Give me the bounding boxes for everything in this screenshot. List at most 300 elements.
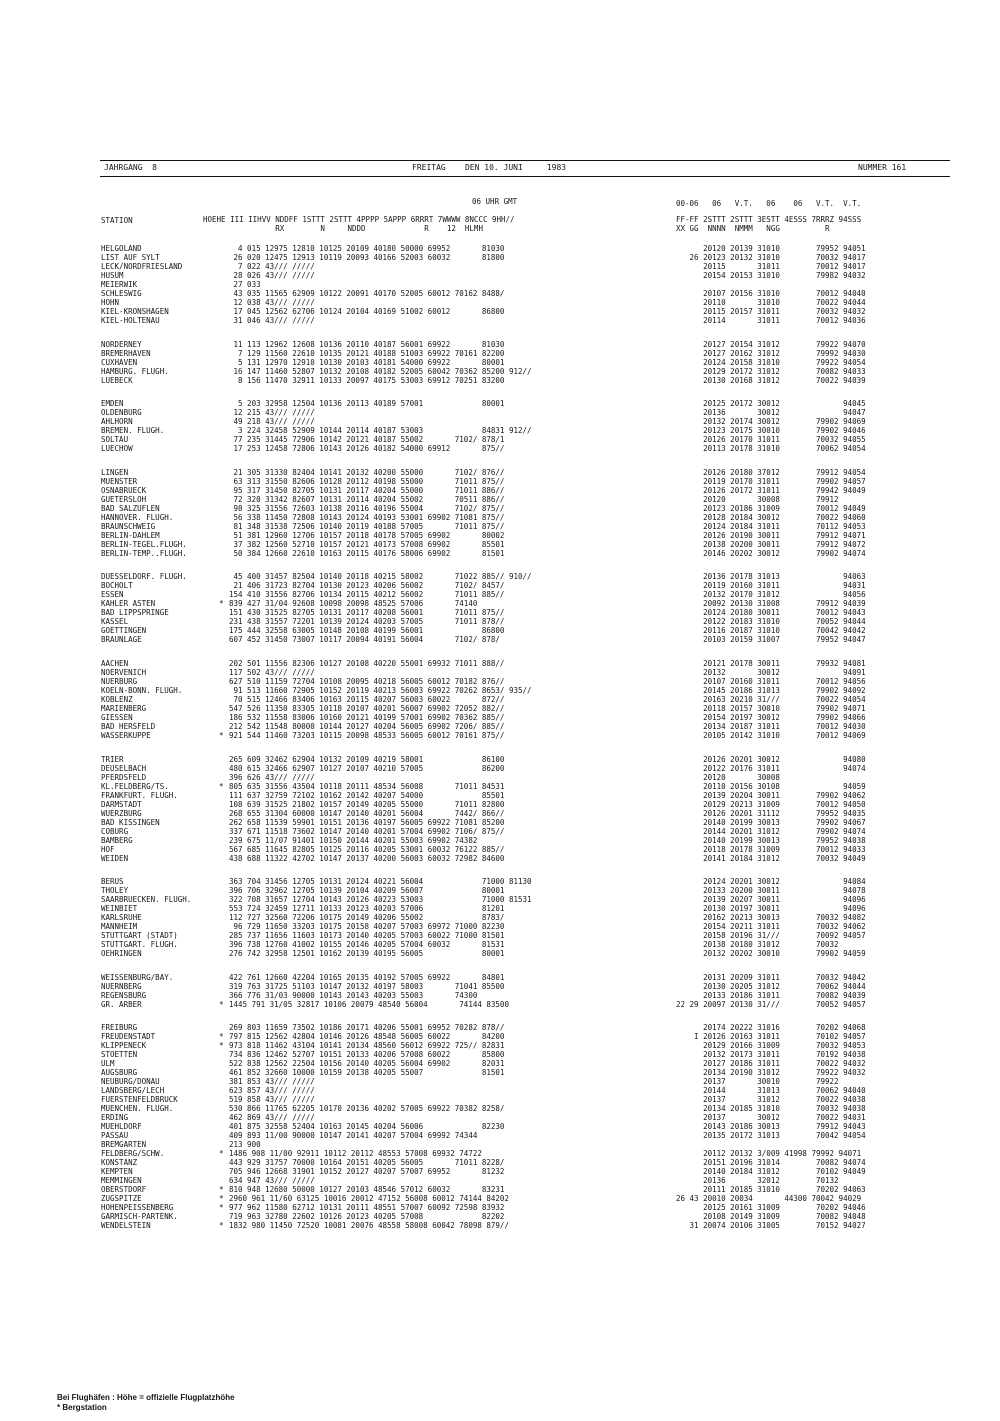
- supplementary-row: 20127 20186 31011 70022 94032: [676, 1059, 866, 1069]
- observation-codes: 366 776 31/03 90000 10143 20143 40203 55003 74300: [229, 990, 478, 1000]
- header-rule-bottom: [100, 176, 950, 177]
- supplementary-row: 20123 20175 30010 79902 94046: [676, 426, 866, 436]
- station-name: THOLEY: [101, 886, 129, 896]
- station-name: DARMSTADT: [101, 799, 142, 809]
- supplementary-row: 20129 20213 31009 70012 94050: [676, 799, 866, 809]
- observation-codes: 112 727 32560 72206 10175 20149 40206 55002 8783/: [229, 913, 505, 923]
- table-row: [101, 1122, 656, 1131]
- observation-codes: 839 427 31/04 92608 10098 20098 48525 57006 74140: [229, 599, 478, 609]
- station-name: FREIBURG: [101, 1023, 138, 1033]
- table-row: [101, 836, 656, 845]
- supplementary-row: 20128 20184 30012 70022 94060: [676, 512, 866, 522]
- station-name: WASSERKUPPE: [101, 730, 151, 740]
- table-row: [101, 1221, 656, 1230]
- table-row: [101, 922, 656, 931]
- station-name: SOLTAU: [101, 435, 129, 445]
- table-row: [101, 581, 656, 590]
- observation-codes: 16 147 11460 52807 10132 20108 40182 52005 60042 70362 85200 912//: [229, 366, 532, 376]
- observation-codes: 797 815 12562 42804 10146 20126 48548 56005 60022 84200: [229, 1032, 505, 1042]
- station-name: BERLIN-TEGEL.FLUGH.: [101, 539, 187, 549]
- supplementary-row: 20154 20153 31010 79982 94032: [676, 271, 866, 280]
- table-row: [101, 522, 656, 531]
- table-row: [101, 1059, 656, 1068]
- observation-codes: 1445 791 31/05 32817 10106 20079 48540 56004 74144 83500: [229, 999, 509, 1009]
- supplementary-row: 20151 20196 31014 70082 94074: [676, 1158, 866, 1168]
- supplementary-row: [676, 280, 916, 289]
- table-row: [101, 1167, 656, 1176]
- station-name: BERUS: [101, 877, 124, 887]
- supplementary-row: 20130 20197 30011 94096: [676, 904, 866, 914]
- supplementary-row: 20132 20170 31012 94056: [676, 590, 866, 600]
- right-columns-header-row2: XX GG NNNN NMMM NGG R: [676, 224, 830, 233]
- station-name: OBERSTDORF: [101, 1185, 147, 1195]
- observation-codes: 49 218 43/// /////: [229, 417, 315, 427]
- observation-codes: 519 858 43/// /////: [229, 1095, 315, 1105]
- mountain-station-marker: *: [219, 1149, 224, 1159]
- supplementary-row: 20163 20210 31/// 70022 94054: [676, 694, 866, 704]
- supplementary-row: 20137 30012 70022 94031: [676, 1113, 866, 1123]
- station-name: ULM: [101, 1059, 115, 1069]
- table-row: [101, 854, 656, 863]
- station-group: [101, 572, 656, 644]
- observation-codes: 522 838 12562 22504 10156 20140 40205 56004 69902 82031: [229, 1059, 505, 1069]
- observation-codes: 734 836 12462 52707 10151 20133 40206 57008 60022 85800: [229, 1050, 505, 1060]
- observation-codes: 381 853 43/// /////: [229, 1077, 315, 1087]
- supplementary-row: 20107 20160 31011 70012 94056: [676, 676, 866, 686]
- supplementary-row: 20136 20178 31013 94063: [676, 572, 866, 582]
- station-name: WENDELSTEIN: [101, 1221, 151, 1231]
- table-row: [101, 495, 656, 504]
- supplementary-group: [676, 399, 916, 453]
- table-row: [101, 1185, 656, 1194]
- observation-codes: 95 317 31450 82705 10131 20117 40204 55000 71011 886//: [229, 485, 505, 495]
- supplementary-row: 20126 20180 37012 79912 94054: [676, 467, 866, 477]
- observation-codes: 4 015 12975 12810 10125 20109 40180 50000 69952 81030: [229, 244, 505, 253]
- station-name: KONSTANZ: [101, 1158, 138, 1168]
- table-row: [101, 886, 656, 895]
- station-name: WEISSENBURG/BAY.: [101, 972, 174, 982]
- station-name: NUERNBERG: [101, 981, 142, 991]
- mountain-station-marker: *: [219, 781, 224, 791]
- observation-codes: 213 900: [229, 1140, 261, 1150]
- table-row: [101, 358, 656, 367]
- supplementary-row: 20136 30012 94047: [676, 408, 866, 418]
- supplementary-row: 20130 20205 31012 70062 94044: [676, 981, 866, 991]
- supplementary-group: [676, 572, 916, 644]
- supplementary-group: [676, 973, 916, 1009]
- station-name: NORDERNEY: [101, 339, 142, 349]
- station-name: AHLHORN: [101, 417, 133, 427]
- observation-codes: 239 675 11/07 91401 10150 20144 40201 55003 69902 74382: [229, 835, 478, 845]
- station-name: BERLIN-TEMP..FLUGH.: [101, 548, 187, 558]
- supplementary-row: I 20126 20163 31011 70102 94057: [676, 1032, 866, 1042]
- observation-codes: 108 639 31525 21802 10157 20149 40205 55000 71011 82800: [229, 799, 505, 809]
- observation-codes: 634 947 43/// /////: [229, 1176, 315, 1186]
- station-name: LUECHOW: [101, 444, 133, 454]
- observation-codes: 401 875 32558 52404 10163 20145 40204 56006 82230: [229, 1122, 505, 1132]
- observation-codes: 43 035 11565 62909 10122 20091 40170 52005 60012 70162 8488/: [229, 289, 505, 298]
- station-group: [101, 244, 656, 325]
- station-name: NOERVENICH: [101, 667, 147, 677]
- station-name: KAHLER ASTEN: [101, 599, 156, 609]
- observation-codes: 31 046 43/// /////: [229, 316, 315, 325]
- observation-codes: 26 020 12475 12913 10119 20093 40166 52003 60032 81800: [229, 253, 505, 262]
- supplementary-row: 20134 20185 31010 70032 94038: [676, 1104, 866, 1114]
- station-column-header: STATION: [101, 216, 133, 225]
- table-row: [101, 818, 656, 827]
- supplementary-group: [676, 244, 916, 325]
- mountain-station-marker: *: [219, 1203, 224, 1213]
- table-row: [101, 635, 656, 644]
- station-name: EMDEN: [101, 399, 124, 409]
- table-row: [101, 1086, 656, 1095]
- table-row: [101, 827, 656, 836]
- supplementary-row: 20124 20158 31010 79922 94054: [676, 357, 866, 367]
- station-name: WEIDEN: [101, 853, 129, 863]
- station-name: GOETTINGEN: [101, 626, 147, 636]
- supplementary-row: 20120 30008: [676, 772, 780, 782]
- footnotes: [57, 1393, 235, 1413]
- station-name: TRIER: [101, 754, 124, 764]
- station-name: GARMISCH-PARTENK.: [101, 1212, 178, 1222]
- table-row: [101, 316, 656, 325]
- table-row: [101, 695, 656, 704]
- station-group: [101, 468, 656, 558]
- supplementary-row: 20133 20200 30011 94078: [676, 886, 866, 896]
- station-name: GR. ARBER: [101, 999, 142, 1009]
- table-row: [101, 349, 656, 358]
- supplementary-row: 20105 20142 31010 70012 94069: [676, 730, 866, 740]
- supplementary-row: 20143 20186 30013 79912 94043: [676, 1122, 866, 1132]
- station-name: HAMBURG. FLUGH.: [101, 366, 169, 376]
- supplementary-row: 20110 20156 30108 94059: [676, 781, 866, 791]
- station-name: BAD KISSINGEN: [101, 817, 160, 827]
- station-name: SAARBRUECKEN. FLUGH.: [101, 895, 192, 905]
- table-row: [101, 1104, 656, 1113]
- station-group: [101, 399, 656, 453]
- supplementary-row: 20139 20204 30011 79902 94062: [676, 790, 866, 800]
- table-row: [101, 845, 656, 854]
- observation-codes: 268 655 31304 60000 10147 20140 40201 56004 7442/ 866//: [229, 808, 505, 818]
- date-label: FREITAG DEN 10. JUNI 1983: [412, 163, 567, 172]
- observation-codes: 77 235 31445 72906 10142 20121 40187 55002 7102/ 878/1: [229, 435, 505, 445]
- supplementary-row: 20126 20172 31011 79942 94049: [676, 485, 866, 495]
- observation-codes: 719 963 32780 22602 10126 20123 40205 57008 82202: [229, 1212, 505, 1222]
- table-row: [101, 298, 656, 307]
- table-row: [101, 253, 656, 262]
- observation-codes: 72 320 31342 82607 10131 20114 40204 55002 70511 886//: [229, 494, 505, 504]
- station-name: MEIERWIK: [101, 280, 138, 289]
- supplementary-row: 20140 20199 30013 79902 94067: [676, 817, 866, 827]
- mountain-station-marker: *: [219, 1032, 224, 1042]
- table-row: [101, 486, 656, 495]
- table-row: [101, 626, 656, 635]
- observation-codes: 231 438 31557 72201 10139 20124 40203 57005 71011 878//: [229, 617, 505, 627]
- table-row: [101, 895, 656, 904]
- supplementary-row: 20120 30008 79912: [676, 494, 839, 504]
- table-row: [101, 782, 656, 791]
- observation-codes: 409 893 11/00 90000 10147 20141 40207 57004 69992 74344: [229, 1131, 478, 1141]
- station-name: BAD HERSFELD: [101, 721, 156, 731]
- table-row: [101, 367, 656, 376]
- table-row: [101, 1095, 656, 1104]
- station-name: PASSAU: [101, 1131, 129, 1141]
- table-row: [101, 677, 656, 686]
- table-row: [101, 307, 656, 316]
- station-name: FELDBERG/SCHW.: [101, 1149, 165, 1159]
- observation-codes: 396 738 12760 41002 10155 20146 40205 57004 60032 81531: [229, 940, 505, 950]
- table-row: [101, 773, 656, 782]
- observation-codes: 7 022 43/// /////: [229, 262, 315, 271]
- supplementary-row: 20154 20197 30012 79902 94066: [676, 712, 866, 722]
- mountain-station-marker: *: [219, 1041, 224, 1051]
- supplementary-group: [676, 659, 916, 740]
- station-name: BAMBERG: [101, 835, 133, 845]
- station-name: BERLIN-DAHLEM: [101, 530, 160, 540]
- supplementary-row: 20125 20161 31009 70202 94046: [676, 1203, 866, 1213]
- observation-codes: 265 609 32462 62904 10132 20109 40219 58001 86100: [229, 754, 505, 764]
- right-columns-header-row0: 00-06 06 V.T. 06 06 V.T. V.T.: [676, 199, 862, 208]
- station-name: MUENCHEN. FLUGH.: [101, 1104, 174, 1114]
- supplementary-row: 20124 20201 30012 94084: [676, 877, 866, 887]
- observation-codes: 21 406 31723 82704 10130 20123 40206 56002 7102/ 8457/: [229, 581, 505, 591]
- mountain-station-marker: *: [219, 730, 224, 740]
- mountain-station-marker: *: [219, 1185, 224, 1195]
- table-row: [101, 540, 656, 549]
- observation-codes: 186 532 11558 83006 10160 20121 40199 57001 69902 70362 885//: [229, 712, 505, 722]
- station-name: STOETTEN: [101, 1050, 138, 1060]
- table-row: [101, 468, 656, 477]
- observation-codes: 262 658 11539 59901 10151 20136 40197 56005 69922 71081 85200: [229, 817, 505, 827]
- table-row: [101, 1149, 656, 1158]
- supplementary-row: 20125 20172 30012 94045: [676, 399, 866, 409]
- supplementary-row: [676, 1140, 916, 1149]
- table-row: [101, 913, 656, 922]
- station-name: WEINBIET: [101, 904, 138, 914]
- observation-codes: 1832 980 11450 72520 10081 20076 48558 58008 60042 78098 879//: [229, 1221, 509, 1231]
- station-name: MUENSTER: [101, 476, 138, 486]
- supplementary-row: 20144 31013 70062 94040: [676, 1086, 866, 1096]
- table-row: [101, 982, 656, 991]
- observation-codes: 8 156 11470 32911 10133 20097 40175 53003 69912 70251 83200: [229, 375, 505, 385]
- station-name: KASSEL: [101, 617, 129, 627]
- supplementary-row: 20114 31011 70012 94036: [676, 316, 866, 325]
- table-row: [101, 949, 656, 958]
- station-name: LUEBECK: [101, 375, 133, 385]
- observation-codes: 547 526 11350 83305 10118 20107 40201 56007 69902 72052 882//: [229, 703, 505, 713]
- observation-codes: 705 946 12668 31901 10152 20127 40207 57007 69952 81232: [229, 1167, 505, 1177]
- station-name: BRAUNSCHWEIG: [101, 521, 156, 531]
- mountain-station-marker: *: [219, 1194, 224, 1204]
- table-row: [101, 809, 656, 818]
- footnote-mountain-station: * Bergstation: [57, 1403, 107, 1412]
- observation-codes: 461 852 32660 10000 10159 20138 40205 55007 81501: [229, 1068, 505, 1078]
- supplementary-row: 20133 20186 31011 70082 94039: [676, 990, 866, 1000]
- jahrgang-label: JAHRGANG 8: [104, 163, 157, 172]
- observation-codes: 12 215 43/// /////: [229, 408, 315, 418]
- station-name: HOHN: [101, 298, 120, 307]
- table-row: [101, 755, 656, 764]
- supplementary-row: 20138 20180 31012 70032: [676, 940, 839, 950]
- station-name: SCHLESWIG: [101, 289, 142, 298]
- observation-codes: 154 410 31556 82706 10134 20115 40212 56002 71011 885//: [229, 590, 505, 600]
- supplementary-row: 20115 31011 70012 94017: [676, 262, 866, 271]
- table-row: [101, 340, 656, 349]
- right-columns-header-row1: FF-FF 2STTT 2STTT 3ESTT 4ESSS 7RRRZ 94SSS: [676, 215, 862, 224]
- table-row: [101, 1000, 656, 1009]
- station-group: [101, 1023, 656, 1230]
- table-row: [101, 991, 656, 1000]
- observation-codes: 567 685 11645 82805 10125 20116 40205 53001 60032 76122 885//: [229, 844, 505, 854]
- observation-codes: 973 818 11462 43104 10141 20134 48560 56012 69922 725// 82831: [229, 1041, 505, 1051]
- station-name: LANDSBERG/LECH: [101, 1086, 165, 1096]
- station-name: MARIENBERG: [101, 703, 147, 713]
- observation-codes: 276 742 32958 12501 10162 20139 40195 56005 80001: [229, 949, 505, 959]
- observation-codes: 921 544 11460 73203 10115 20098 48533 56005 60012 70161 875//: [229, 730, 505, 740]
- supplementary-row: 26 43 20010 20034 44300 70042 94029: [676, 1194, 862, 1204]
- supplementary-row: 20119 20170 31011 79902 94057: [676, 476, 866, 486]
- observation-codes: 337 671 11518 73602 10147 20140 40201 57004 69902 7106/ 875//: [229, 826, 505, 836]
- table-row: [101, 1077, 656, 1086]
- table-row: [101, 1176, 656, 1185]
- table-row: [101, 417, 656, 426]
- observation-codes: 422 761 12660 42204 10165 20135 40192 57005 69922 84801: [229, 972, 505, 982]
- left-columns-header-row1: HOEHE III IIHVV NDDFF 1STTT 2STTT 4PPPP 5APPP 6RRRT 7WWWW 8NCCC 9HH//: [203, 215, 515, 224]
- station-name: BREMERHAVEN: [101, 348, 151, 358]
- station-name: STUTTGART. FLUGH.: [101, 940, 178, 950]
- observation-codes: 28 026 43/// /////: [229, 271, 315, 280]
- station-name: NEUBURG/DONAU: [101, 1077, 160, 1087]
- table-row: [101, 608, 656, 617]
- supplementary-row: 20122 20183 31010 70052 94044: [676, 617, 866, 627]
- supplementary-row: 20120 20139 31010 79952 94051: [676, 244, 866, 253]
- table-row: [101, 973, 656, 982]
- table-row: [101, 659, 656, 668]
- observation-codes: 396 706 32962 12705 10139 20104 40209 56007 80001: [229, 886, 505, 896]
- observation-codes: 443 929 31757 70000 10164 20151 40205 56005 71011 8228/: [229, 1158, 505, 1168]
- supplementary-row: 20132 20202 30010 79902 94059: [676, 949, 866, 959]
- supplementary-row: 20118 20157 30010 79902 94071: [676, 703, 866, 713]
- observation-codes: 81 348 31538 72506 10140 20119 40188 57005 71011 875//: [229, 521, 505, 531]
- supplementary-row: 20154 20211 31011 70032 94062: [676, 922, 866, 932]
- observation-codes: 530 866 11765 62205 10170 20136 40202 57005 69922 70382 8258/: [229, 1104, 505, 1114]
- supplementary-row: 20108 20149 31009 70082 94048: [676, 1212, 866, 1222]
- observation-codes: 480 615 32466 62907 10127 20107 40210 57005 86200: [229, 763, 505, 773]
- table-row: [101, 940, 656, 949]
- supplementary-row: 20130 20168 31012 70022 94039: [676, 375, 866, 385]
- table-row: [101, 1041, 656, 1050]
- table-row: [101, 722, 656, 731]
- station-name: GUETERSLOH: [101, 494, 147, 504]
- station-group: [101, 340, 656, 385]
- station-name: BAD LIPPSPRINGE: [101, 608, 169, 618]
- table-row: [101, 791, 656, 800]
- observation-codes: 91 513 11660 72905 10152 20119 40213 56003 69922 70262 8653/ 935//: [229, 685, 532, 695]
- table-row: [101, 617, 656, 626]
- table-row: [101, 1158, 656, 1167]
- table-row: [101, 800, 656, 809]
- table-row: [101, 931, 656, 940]
- station-name: FRANKFURT. FLUGH.: [101, 790, 178, 800]
- table-row: [101, 1203, 656, 1212]
- supplementary-row: 20132 30012 94091: [676, 667, 866, 677]
- table-row: [101, 531, 656, 540]
- table-row: [101, 904, 656, 913]
- table-row: [101, 376, 656, 385]
- observation-codes: 462 869 43/// /////: [229, 1113, 315, 1123]
- footnote-airport-height: Bei Flughäfen : Höhe = offizielle Flugplatzhöhe: [57, 1393, 235, 1402]
- supplementary-row: 20124 20184 31011 70112 94053: [676, 521, 866, 531]
- observation-codes: 37 382 12560 52710 10157 20121 40173 57008 69902 85501: [229, 539, 505, 549]
- supplementary-row: 20132 20173 31011 70192 94038: [676, 1050, 866, 1060]
- station-name: HOHENPEISSENBERG: [101, 1203, 174, 1213]
- supplementary-row: 20126 20190 30011 79912 94071: [676, 530, 866, 540]
- table-row: [101, 262, 656, 271]
- table-row: [101, 1131, 656, 1140]
- observation-codes: 21 305 31330 82404 10141 20132 40200 55000 7102/ 876//: [229, 467, 505, 477]
- table-row: [101, 1032, 656, 1041]
- supplementary-row: 26 20123 20132 31010 70032 94017: [676, 253, 866, 262]
- observation-time-label: 06 UHR GMT: [472, 197, 518, 206]
- supplementary-row: 20129 20166 31009 70032 94053: [676, 1041, 866, 1051]
- station-name: BAD SALZUFLEN: [101, 503, 160, 513]
- supplementary-row: 20113 20178 31010 70062 94054: [676, 444, 866, 454]
- table-row: [101, 513, 656, 522]
- observation-codes: 627 510 11159 72704 10108 20095 40218 56005 60012 70182 876//: [229, 676, 505, 686]
- observation-codes: 56 338 11450 72808 10143 20124 40193 53001 69902 71081 875//: [229, 512, 505, 522]
- station-name: KIEL-HOLTENAU: [101, 316, 160, 325]
- table-row: [101, 877, 656, 886]
- supplementary-row: 20127 20154 31012 79922 94070: [676, 339, 866, 349]
- supplementary-row: 20162 20213 30013 70032 94082: [676, 913, 866, 923]
- observation-codes: 285 737 11656 11603 10173 20140 40205 57003 60022 71000 81501: [229, 931, 505, 941]
- table-row: [101, 399, 656, 408]
- observation-codes: 51 381 12960 12706 10157 20118 40178 57005 69902 80002: [229, 530, 505, 540]
- observation-codes: 17 045 12562 62706 10124 20104 40169 51002 60012 86800: [229, 307, 505, 316]
- station-name: WUERZBURG: [101, 808, 142, 818]
- station-name: HELGOLAND: [101, 244, 142, 253]
- table-row: [101, 289, 656, 298]
- station-observation-table: [101, 244, 656, 1245]
- supplementary-row: 20122 20176 31011 94074: [676, 763, 866, 773]
- station-name: BRAUNLAGE: [101, 635, 142, 645]
- table-row: [101, 1068, 656, 1077]
- observation-codes: 2960 961 11/60 63125 10016 20012 47152 56008 60012 74144 84202: [229, 1194, 509, 1204]
- observation-codes: 5 203 32958 12504 10136 20113 40189 57001 80001: [229, 399, 505, 409]
- observation-codes: 322 708 31657 12704 10143 20126 40223 53003 71000 81531: [229, 895, 532, 905]
- station-name: KL.FELDBERG/TS.: [101, 781, 169, 791]
- observation-codes: 5 131 12970 12910 10130 20103 40181 54000 69922 80001: [229, 357, 505, 367]
- supplementary-row: 20139 20207 30011 94096: [676, 895, 866, 905]
- station-name: BREMGARTEN: [101, 1140, 147, 1150]
- station-name: HOF: [101, 844, 115, 854]
- supplementary-group: [676, 877, 916, 958]
- table-row: [101, 504, 656, 513]
- supplementary-row: 20111 20185 31010 70202 94063: [676, 1185, 866, 1195]
- supplementary-row: 20145 20186 31013 79902 94092: [676, 685, 866, 695]
- station-name: OEHRINGEN: [101, 949, 142, 959]
- station-name: KARLSRUHE: [101, 913, 142, 923]
- table-row: [101, 408, 656, 417]
- observation-codes: 810 948 12680 50000 10127 20103 48546 57012 60032 83231: [229, 1185, 505, 1195]
- supplementary-row: 20127 20162 31012 79992 94030: [676, 348, 866, 358]
- station-name: DUESSELDORF. FLUGH.: [101, 572, 187, 582]
- station-name: CUXHAVEN: [101, 357, 138, 367]
- supplementary-row: 20138 20200 30011 79912 94072: [676, 539, 866, 549]
- station-name: ESSEN: [101, 590, 124, 600]
- observation-codes: 70 515 12466 83406 10163 20115 40207 56003 60022 872//: [229, 694, 505, 704]
- table-row: [101, 764, 656, 773]
